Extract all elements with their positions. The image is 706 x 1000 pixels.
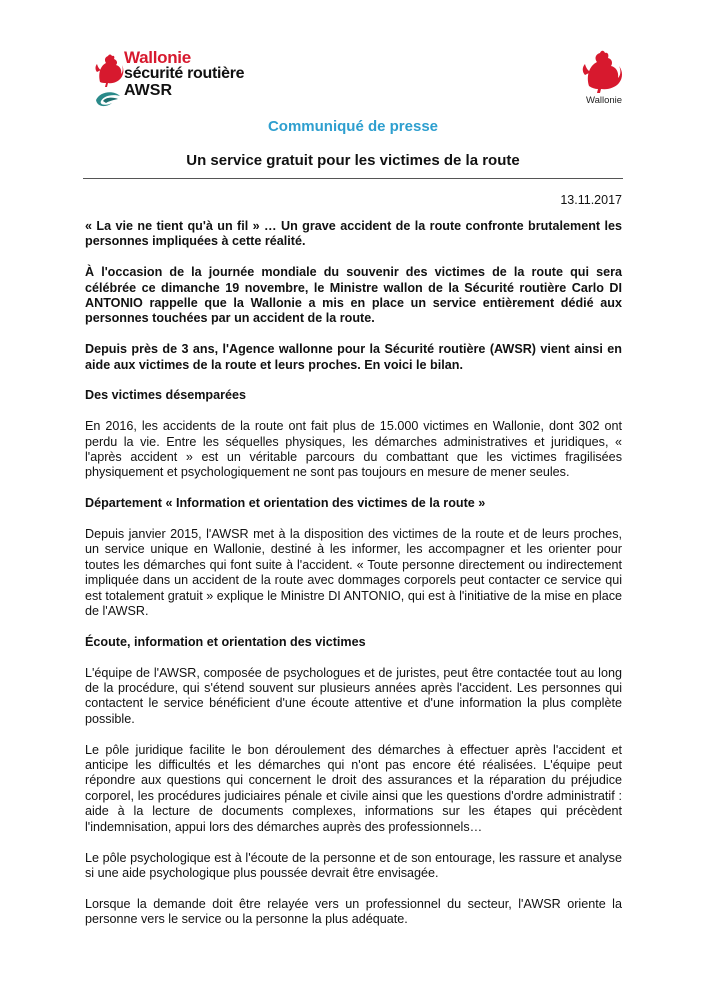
paragraph: Le pôle juridique facilite le bon déroulement des démarches à effectuer après l'accident et anticipe les difficultés et les démarches qui n'ont pas encore été réalisées. L'équipe peut répondre aux questions qui concernent le droit des assurances et la réparation du préjudice corporel, les procédures judiciaires pénale et civile ainsi que les questions d'ordre administratif : aide à la lecture de documents complexes, informations sur les étapes qui précèdent l'indemnisation, appui lors des démarches auprès des professionnels… xyxy=(85,742,622,834)
paragraph: Le pôle psychologique est à l'écoute de la personne et de son entourage, les rassure et analyse si une aide psychologique plus poussée devrait être envisagée. xyxy=(85,850,622,880)
page-title: Un service gratuit pour les victimes de la route xyxy=(186,152,520,169)
brand-wallonie: Wallonie xyxy=(124,48,191,67)
paragraph: Depuis janvier 2015, l'AWSR met à la disposition des victimes de la route et de leurs proches, un service unique en Wallonie, destiné à les informer, les accompagner et les orienter pour toutes les démarches qui font suite à l'accident. « Toute personne directement ou indirectement impliquée dans un accident de la route avec dommages corporels peut contacter ce service qui est totalement gratuit » explique le Ministre DI ANTONIO, qui est à l'initiative de la mise en place de l'AWSR. xyxy=(85,527,622,619)
section-heading: Des victimes désemparées xyxy=(85,388,247,403)
paragraph: À l'occasion de la journée mondiale du souvenir des victimes de la route qui sera célébrée ce dimanche 19 novembre, le Ministre wallon de la Sécurité routière Carlo DI ANTONIO rappelle que la Wallonie a mis en place un service entièrement dédié aux personnes touchées par un accident de la route. xyxy=(85,265,622,326)
wallonie-logo xyxy=(579,48,629,108)
brand-awsr: AWSR xyxy=(124,82,172,99)
paragraph: Depuis près de 3 ans, l'Agence wallonne pour la Sécurité routière (AWSR) vient ainsi en aide aux victimes de la route et leurs proches. En voici le bilan. xyxy=(85,342,622,372)
section-heading: Écoute, information et orientation des victimes xyxy=(85,634,366,649)
section-heading: Département « Information et orientation des victimes de la route » xyxy=(85,496,486,511)
paragraph: Lorsque la demande doit être relayée vers un professionnel du secteur, l'AWSR oriente la personne vers le service ou la personne la plus adéquate. xyxy=(85,896,622,927)
paragraph: L'équipe de l'AWSR, composée de psychologues et de juristes, peut être contactée tout au long de la procédure, qui s'étend souvent sur plusieurs années après l'accident. Les personnes qui contactent le service bénéficient d'une écoute attentive et d'une information la plus complète possible. xyxy=(85,665,622,726)
wallonie-label: Wallonie xyxy=(585,95,623,106)
brand-securite-routiere: sécurité routière xyxy=(124,65,245,82)
title-divider xyxy=(83,178,623,179)
paragraph: « La vie ne tient qu'à un fil » … Un grave accident de la route confronte brutalement les personnes impliquées à cette réalité. xyxy=(85,219,622,249)
red-rooster-icon xyxy=(581,48,627,94)
red-rooster-icon xyxy=(94,52,124,88)
awsr-logo xyxy=(94,50,264,110)
body-text xyxy=(85,219,622,943)
awsr-swirl-icon xyxy=(94,88,122,108)
kicker: Communiqué de presse xyxy=(267,118,439,135)
date: 13.11.2017 xyxy=(560,193,622,207)
paragraph: En 2016, les accidents de la route ont fait plus de 15.000 victimes en Wallonie, dont 302 ont perdu la vie. Entre les séquelles physiques, les démarches administratives et juridiques, « l'après accident » est un véritable parcours du combattant que les victimes fragilisées physiquement et psychologiquement ne sont pas toujours en mesure de mener seules. xyxy=(85,419,622,480)
